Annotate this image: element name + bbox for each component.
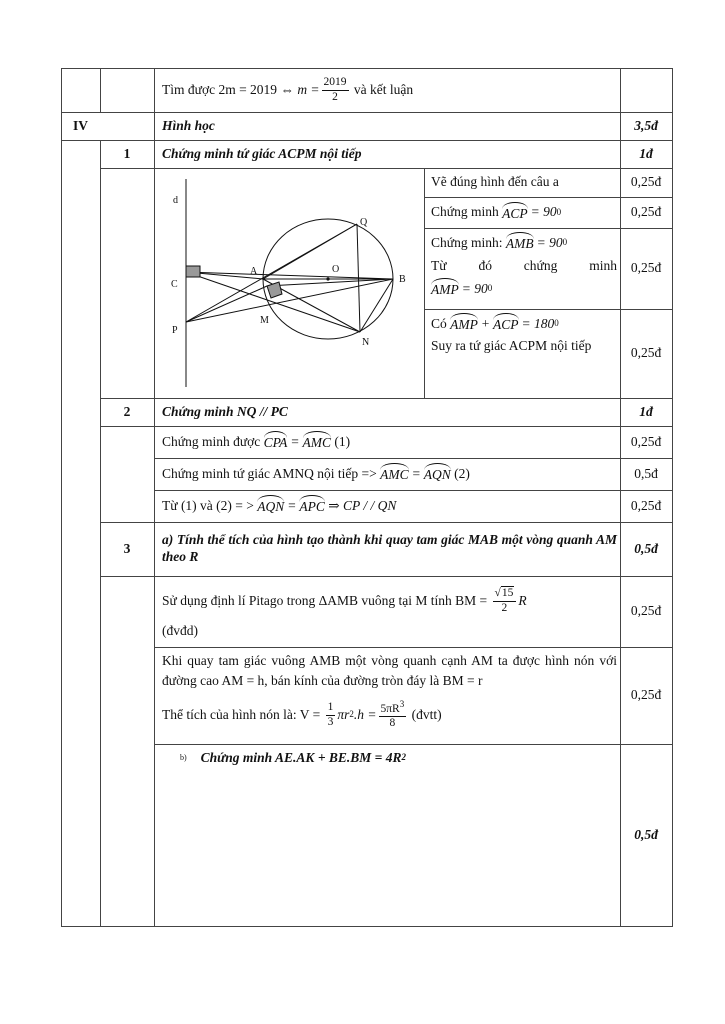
grid-line xyxy=(61,926,673,927)
top-equation-text: Tìm được 2m = 2019 ⇔ xyxy=(162,81,294,97)
segment-cb xyxy=(186,272,393,279)
fraction-2019-over-2: $\frac{2019}{2}$ xyxy=(323,76,347,103)
section-score: 3,5đ xyxy=(634,117,658,133)
q1-step-4-conclusion: Suy ra tứ giác ACPM nội tiếp xyxy=(431,338,592,353)
label-b: B xyxy=(399,274,406,285)
q2-score: 1đ xyxy=(639,403,653,419)
q3-score: 0,5đ xyxy=(634,540,658,556)
grid-line xyxy=(61,68,62,927)
q1-step-3: Chứng minh: AMB = 90 0 Từ đó chứng minh AMP = 90 0 xyxy=(431,234,617,298)
q1-step-4: Có AMP + ACP = 180 0 Suy ra tứ giác ACPM nội tiếp xyxy=(431,315,592,353)
segment-cn xyxy=(186,272,360,332)
angle-amp: AMP xyxy=(431,279,459,299)
grid-line xyxy=(154,744,673,745)
label-a: A xyxy=(250,266,258,277)
grid-line xyxy=(424,168,425,398)
q3-step-2: Khi quay tam giác vuông AMB một vòng quanh cạnh AM ta được hình nón với đường cao AM = h, bán kính của đường tròn đáy là BM = r Thể tích của hình nón là: V = $\frac{1}{3}$ πr 2 .h = $\frac{5\pi R^3}{8}$ (đvtt) xyxy=(162,653,617,730)
q1-step-1: Vẽ đúng hình đến câu a xyxy=(431,174,559,190)
q1-score: 1đ xyxy=(639,145,653,161)
section-roman-numeral: IV xyxy=(72,117,88,133)
right-angle-m xyxy=(267,282,282,298)
right-angle-c xyxy=(186,266,200,277)
q3-part-b-title: b) Chứng minh AE.AK + BE.BM = 4R 2 xyxy=(180,749,406,765)
label-q: Q xyxy=(360,217,368,228)
angle-acp: ACP xyxy=(502,203,528,223)
segment-pm xyxy=(186,286,267,322)
grid-line xyxy=(154,647,673,648)
label-c: C xyxy=(171,279,178,290)
segment-pb xyxy=(186,279,393,322)
q1-step-1-score: 0,25đ xyxy=(630,174,662,190)
q2-step-3: Từ (1) và (2) = > AQN = APC ⇒ CP / / QN xyxy=(162,497,397,515)
geometry-figure xyxy=(155,169,424,398)
q3-part-b-score: 0,5đ xyxy=(634,826,658,842)
label-n: N xyxy=(362,337,370,348)
bm-fraction: $\frac{√15}{2}$ xyxy=(493,587,517,614)
angle-amp-sum: AMP xyxy=(450,314,478,334)
q1-step-3-score: 0,25đ xyxy=(630,260,662,276)
q1-step-4-score: 0,25đ xyxy=(630,345,662,361)
grid-line xyxy=(100,68,101,112)
q3-step-2-score: 0,25đ xyxy=(630,687,662,703)
q2-step-2: Chứng minh tứ giác AMNQ nội tiếp => AMC = AQN (2) xyxy=(162,465,470,483)
label-m: M xyxy=(260,315,269,326)
segment-aq xyxy=(263,224,357,279)
q1-number: 1 xyxy=(123,145,131,161)
unit-dvdd: (đvđd) xyxy=(162,622,198,638)
q2-step-2-score: 0,5đ xyxy=(634,465,658,481)
segment-bn xyxy=(360,279,393,332)
m-variable: m = xyxy=(297,81,320,97)
label-d: d xyxy=(173,195,178,206)
label-o: O xyxy=(332,264,340,275)
center-o-dot xyxy=(326,277,329,280)
q2-step-1: Chứng minh được CPA = AMC (1) xyxy=(162,433,351,451)
grid-line xyxy=(100,576,673,577)
q2-title: Chứng minh NQ // PC xyxy=(162,403,288,419)
conclusion-text: và kết luận xyxy=(353,81,414,97)
q3-step-1-score: 0,25đ xyxy=(630,603,662,619)
top-equation-cell xyxy=(162,68,617,112)
q1-step-2-score: 0,25đ xyxy=(630,204,662,220)
q2-step-3-score: 0,25đ xyxy=(630,497,662,513)
q3-step-1: Sử dụng định lí Pitago trong ΔAMB vuông tại M tính BM = $\frac{√15}{2}$ R (đvđd) xyxy=(162,587,527,638)
angle-acp-sum: ACP xyxy=(493,314,519,334)
unit-dvtt: (đvtt) xyxy=(411,706,442,722)
q1-title: Chứng minh tứ giác ACPM nội tiếp xyxy=(162,145,362,161)
q1-step-2: Chứng minh ACP = 90 0 xyxy=(431,204,562,221)
angle-amb: AMB xyxy=(506,233,534,253)
q3-title: a) Tính thể tích của hình tạo thành khi quay tam giác MAB một vòng quanh AM theo R xyxy=(162,532,617,564)
q2-number: 2 xyxy=(123,403,131,419)
q3-number: 3 xyxy=(123,540,131,556)
q2-step-1-score: 0,25đ xyxy=(630,433,662,449)
label-p: P xyxy=(172,325,178,336)
section-title: Hình học xyxy=(162,117,215,133)
